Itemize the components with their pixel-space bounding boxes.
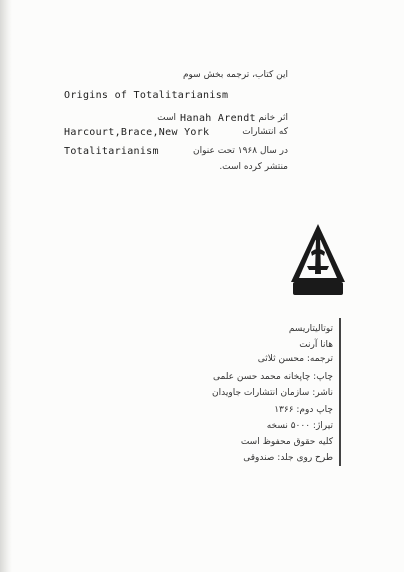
publisher-prefix: که انتشارات xyxy=(242,127,288,137)
original-publisher: Harcourt,Brace,New York xyxy=(64,127,210,138)
credit-author: هانا آرنت xyxy=(299,340,333,350)
original-author: Hanah Arendt xyxy=(180,113,256,124)
credit-print-run: تیراژ: ۵۰۰۰ نسخه xyxy=(266,421,333,431)
page-gutter-shadow xyxy=(0,0,12,572)
credit-edition: چاپ دوم: ۱۳۶۶ xyxy=(274,405,333,415)
publication-year-text: در سال ۱۹۶۸ تحت عنوان xyxy=(193,146,288,156)
credit-book-title: توتالیتاریسم xyxy=(288,324,333,334)
publisher-logo xyxy=(287,222,349,302)
credit-translator: ترجمه: محسن ثلاثی xyxy=(257,354,333,364)
author-suffix: است xyxy=(157,113,176,123)
credit-rights: کلیه حقوق محفوظ است xyxy=(240,437,333,447)
copyright-intro: این کتاب، ترجمه بخش سوم xyxy=(182,70,288,80)
credit-publisher: ناشر: سازمان انتشارات جاویدان xyxy=(212,388,333,398)
author-prefix: اثر خانم xyxy=(258,113,288,123)
credits-block xyxy=(193,318,341,466)
credit-printer: چاپ: چاپخانه محمد حسن علمی xyxy=(212,372,333,382)
publisher-torch-logo-icon xyxy=(287,222,349,302)
published-text: منتشر کرده است. xyxy=(219,162,288,172)
credit-cover-design: طرح روی جلد: صندوقی xyxy=(243,453,333,463)
original-title: Origins of Totalitarianism xyxy=(64,90,229,101)
original-subtitle: Totalitarianism xyxy=(64,146,159,157)
